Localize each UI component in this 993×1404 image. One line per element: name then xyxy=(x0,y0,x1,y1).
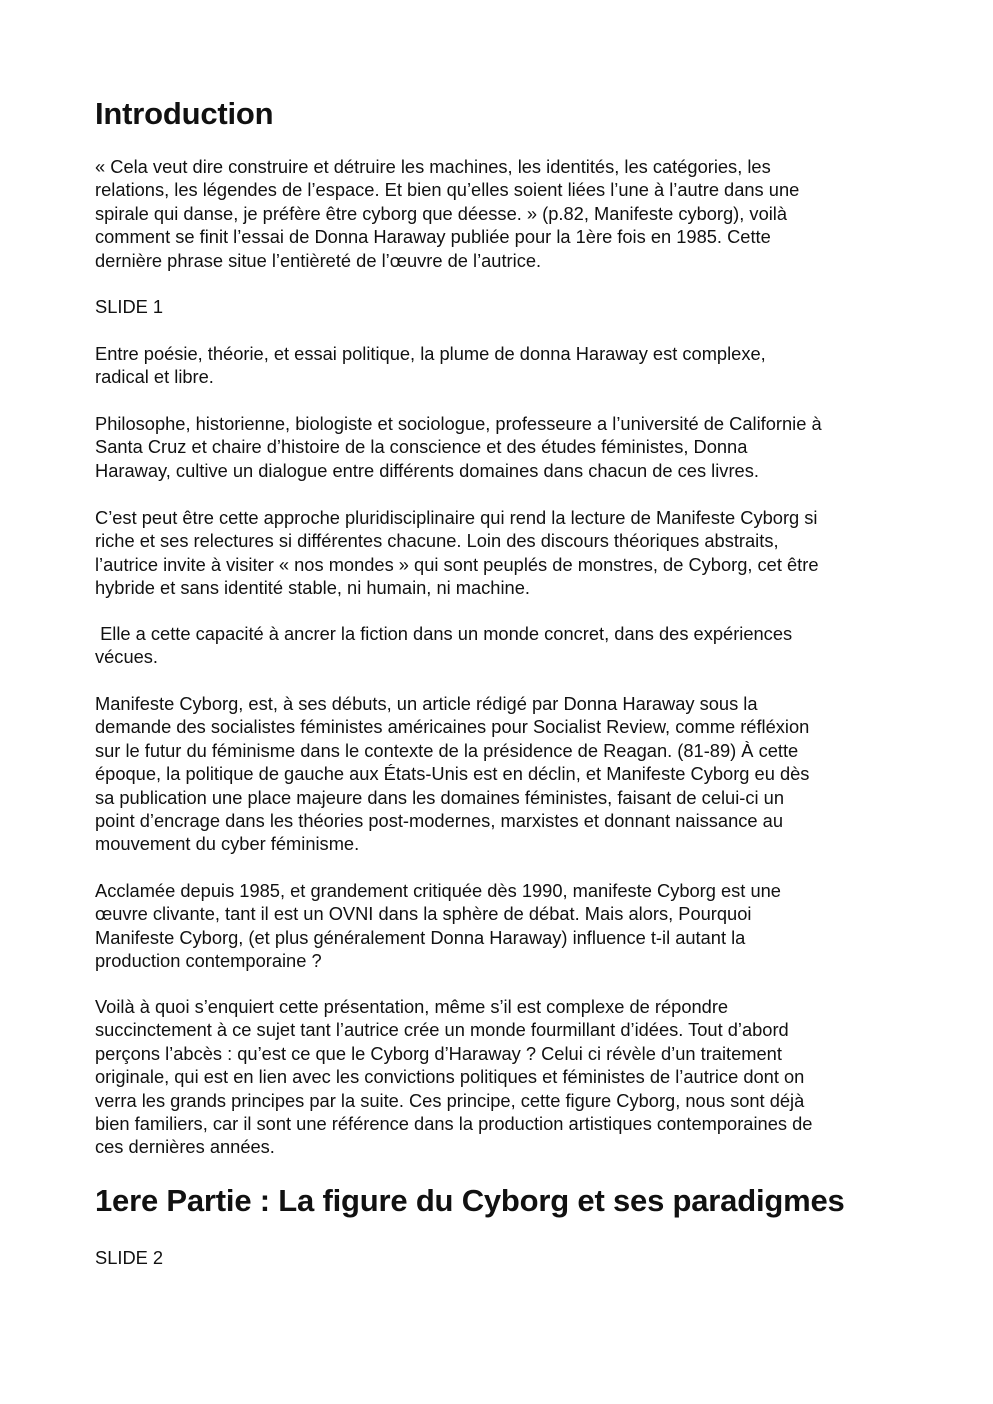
text-line: Elle a cette capacité à ancrer la fiction dans un monde concret, dans des expériences xyxy=(95,623,793,644)
text-line: comment se finit l’essai de Donna Haraway publiée pour la 1ère fois en 1985. Cette xyxy=(95,226,771,248)
slide-marker-1 xyxy=(95,295,905,318)
text-line: Entre poésie, théorie, et essai politique, la plume de donna Haraway est complexe, xyxy=(95,343,766,364)
paragraph-capacite xyxy=(95,622,905,669)
text-line: Voilà à quoi s’enquiert cette présentation, même s’il est complexe de répondre xyxy=(95,996,729,1017)
text-line: relations, les légendes de l’espace. Et bien qu’elles soient liées l’une à l’autre dans une xyxy=(95,179,800,201)
text-line: Philosophe, historienne, biologiste et sociologue, professeure a l’université de Californie à xyxy=(95,413,822,434)
slide-label: SLIDE 2 xyxy=(95,1247,164,1268)
paragraph-intro-quote xyxy=(95,155,905,272)
heading-introduction: Introduction xyxy=(95,96,274,131)
text-line: spirale qui danse, je préfère être cyborg que déesse. » (p.82, Manifeste cyborg), voilà xyxy=(95,202,788,224)
text-line: riche et ses relectures si différentes chacune. Loin des discours théoriques abstraits, xyxy=(95,530,779,552)
text-line: Manifeste Cyborg, (et plus généralement Donna Haraway) influence t-il autant la xyxy=(95,926,746,948)
text-line: C’est peut être cette approche pluridisciplinaire qui rend la lecture de Manifeste Cyborg si xyxy=(95,507,818,528)
text-line: époque, la politique de gauche aux États-Unis est en déclin, et Manifeste Cyborg eu dès xyxy=(95,763,810,785)
paragraph-voila xyxy=(95,995,905,1159)
text-line: verra les grands principes par la suite. Ces principe, cette figure Cyborg, nous sont déjà xyxy=(95,1089,805,1111)
slide-marker-2 xyxy=(95,1246,905,1269)
text-line: radical et libre. xyxy=(95,366,214,388)
text-line: « Cela veut dire construire et détruire les machines, les identités, les catégories, les xyxy=(95,156,771,177)
paragraph-philosophe xyxy=(95,412,905,482)
text-line: succinctement à ce sujet tant l’autrice crée un monde fourmillant d’idées. Tout d’abord xyxy=(95,1019,789,1041)
slide-label: SLIDE 1 xyxy=(95,296,164,317)
text-line: ces dernières années. xyxy=(95,1136,275,1158)
paragraph-poesie xyxy=(95,342,905,389)
text-line: Acclamée depuis 1985, et grandement critiquée dès 1990, manifeste Cyborg est une xyxy=(95,880,781,901)
text-line: Haraway, cultive un dialogue entre différents domaines dans chacun de ces livres. xyxy=(95,459,759,481)
paragraph-approche xyxy=(95,506,905,600)
text-line: production contemporaine ? xyxy=(95,950,322,972)
text-line: vécues. xyxy=(95,646,159,668)
text-line: sa publication une place majeure dans les domaines féministes, faisant de celui-ci un xyxy=(95,786,784,808)
text-line: perçons l’abcès : qu’est ce que le Cyborg d’Haraway ? Celui ci révèle d’un traitement xyxy=(95,1042,782,1064)
text-line: point d’encrage dans les théories post-modernes, marxistes et donnant naissance au xyxy=(95,810,783,832)
text-line: Santa Cruz et chaire d’histoire de la conscience et des études féministes, Donna xyxy=(95,436,748,458)
text-line: dernière phrase situe l’entièreté de l’œuvre de l’autrice. xyxy=(95,249,542,271)
text-line: œuvre clivante, tant il est un OVNI dans la sphère de débat. Mais alors, Pourquoi xyxy=(95,903,752,925)
paragraph-acclamee xyxy=(95,879,905,973)
text-line: demande des socialistes féministes américaines pour Socialist Review, comme réfléxion xyxy=(95,716,810,738)
text-line: mouvement du cyber féminisme. xyxy=(95,833,360,855)
text-line: l’autrice invite à visiter « nos mondes » qui sont peuplés de monstres, de Cyborg, cet être xyxy=(95,553,819,575)
text-line: Manifeste Cyborg, est, à ses débuts, un article rédigé par Donna Haraway sous la xyxy=(95,693,758,714)
text-line: originale, qui est en lien avec les convictions politiques et féministes de l’autrice dont on xyxy=(95,1066,805,1088)
text-line: bien familiers, car il sont une référence dans la production artistiques contemporaines de xyxy=(95,1113,813,1135)
text-line: sur le futur du féminisme dans le contexte de la présidence de Reagan. (81-89) À cette xyxy=(95,739,799,761)
text-line: hybride et sans identité stable, ni humain, ni machine. xyxy=(95,577,530,599)
paragraph-manifeste xyxy=(95,692,905,856)
heading-part-1: 1ere Partie : La figure du Cyborg et ses paradigmes xyxy=(95,1183,845,1218)
